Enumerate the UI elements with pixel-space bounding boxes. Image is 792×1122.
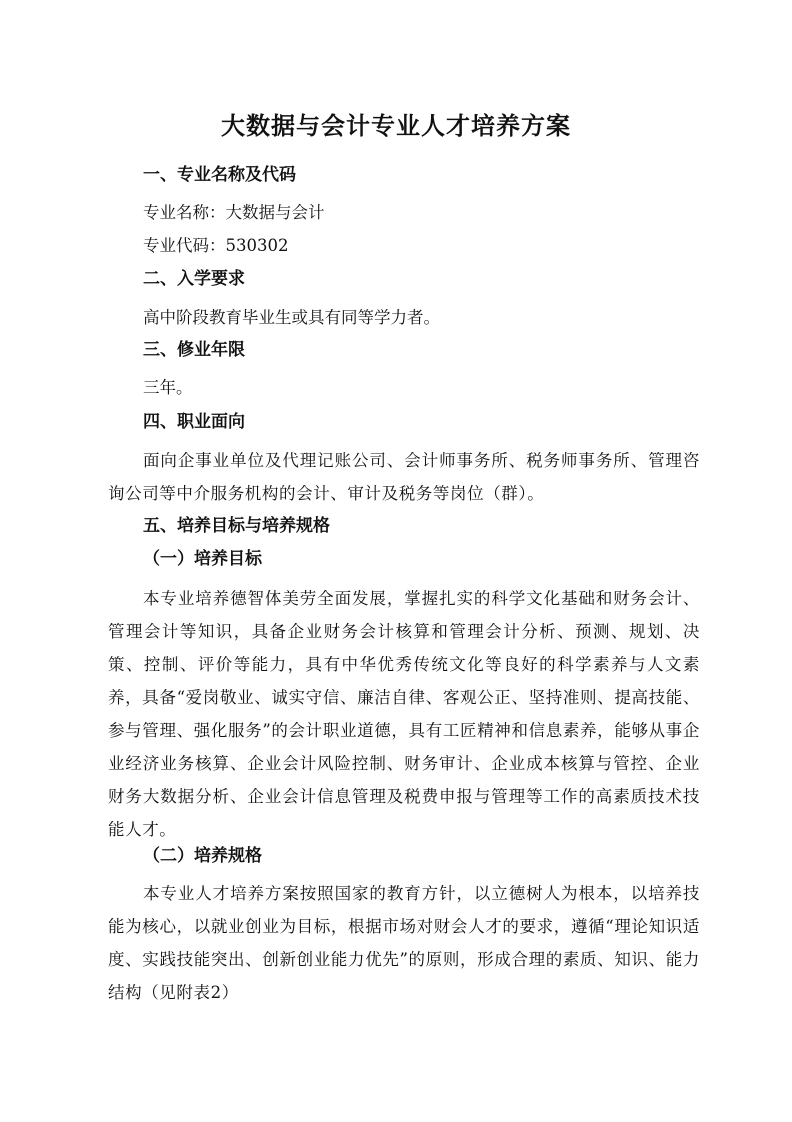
section-2-heading: 二、入学要求 [143, 269, 245, 289]
subsection-spec-heading: （二）培养规格 [143, 846, 262, 866]
training-goal-paragraph: 本专业培养德智体美劳全面发展，掌握扎实的科学文化基础和财务会计、管理会计等知识，具备企业财务会计核算和管理会计分析、预测、规划、决策、控制、评价等能力，具有中华优秀传统文化等良好的科学素养与人文素养，具备“爱岗敬业、诚实守信、廉洁自律、客观公正、坚持准则、提高技能、参与管理、强化服务”的会计职业道德，具有工匠精神和信息素养，能够从事企业经济业务核算、企业会计风险控制、财务审计、企业成本核算与管控、企业财务大数据分析、企业会计信息管理及税费申报与管理等工作的高素质技术技能人才。 [108, 589, 700, 839]
section-4-heading: 四、职业面向 [143, 412, 245, 432]
section-3-heading: 三、修业年限 [143, 340, 245, 360]
document-title: 大数据与会计专业人才培养方案 [221, 111, 571, 140]
duration-text: 三年。 [143, 378, 193, 397]
admission-text: 高中阶段教育毕业生或具有同等学力者。 [143, 308, 440, 327]
major-name-line: 专业名称：大数据与会计 [143, 203, 325, 222]
section-1-heading: 一、专业名称及代码 [143, 165, 296, 185]
section-5-heading: 五、培养目标与培养规格 [143, 516, 330, 536]
major-code-line: 专业代码：530302 [143, 236, 289, 255]
training-spec-paragraph: 本专业人才培养方案按照国家的教育方针，以立德树人为根本，以培养技能为核心，以就业创业为目标，根据市场对财会人才的要求，遵循“理论知识适度、实践技能突出、创新创业能力优先”的原则，形成合理的素质、知识、能力结构（见附表2） [108, 884, 700, 1002]
subsection-goal-heading: （一）培养目标 [143, 549, 262, 569]
career-orientation-paragraph: 面向企事业单位及代理记账公司、会计师事务所、税务师事务所、管理咨询公司等中介服务机构的会计、审计及税务等岗位（群）。 [108, 451, 700, 503]
